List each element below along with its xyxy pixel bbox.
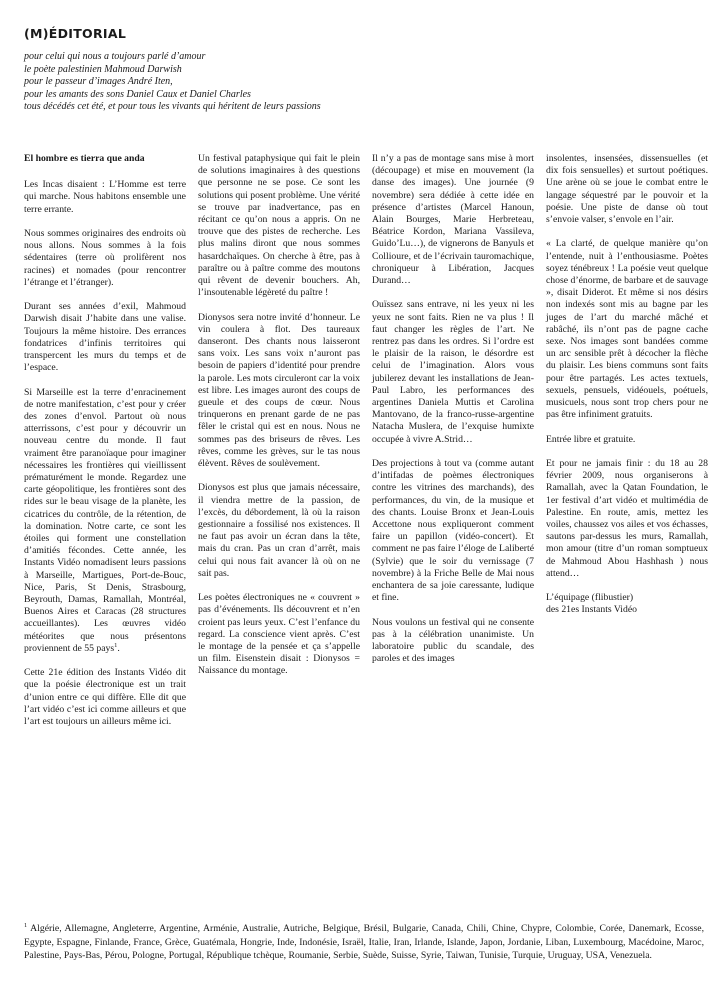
column-4 bbox=[546, 153, 708, 871]
paragraph-text: Si Marseille est la terre d’enracinement de notre manifestation, c’est pour y créer des zones d’envol. Partout où nous atterrissons, c’est pour y découvrir un nouveau centre du monde. Il faut vraiment être paranoïaque pour imaginer nécessaires les frontières qui vieillissent prématurément le monde. Regardez une carte géopolitique, les frontières sont des rides sur le beau visage de la planète, les cicatrices du contrôle, de la rétention, de la domination. Notre carte, ce sont les étoiles qui forment une constellation d’amitiés fécondes. Cette année, les Instants Vidéo nomadisent leurs passions à Marseille, Martigues, Port-de-Bouc, Nice, Paris, St Denis, Strasbourg, Beyrouth, Damas, Ramallah, Montréal, Buenos Aires et Caracas (28 structures accueillantes). Les œuvres vidéo météorites que nous présentons proviennent de 55 pays bbox=[24, 386, 186, 654]
column-3 bbox=[372, 153, 534, 871]
paragraph: Ouïssez sans entrave, ni les yeux ni les yeux ne sont faits. Rien ne va plus ! Il faut changer les règles de l’art. Ne rentrez pas dans les ordres. Si l’ordre est le plaisir de la raison, le désordre est celui de l’imagination. Alors vous jubilerez devant les installations de Jean-Paul Labro, les performances des argentines Daniela Muttis et Carolina Mantovano, de la franco-russe-argentine Natacha Muslera, de l’exquise humixte occupée à vivre A.Strid… bbox=[372, 299, 534, 445]
footnote-ref: 1 bbox=[114, 641, 118, 649]
footnote-text: Algérie, Allemagne, Angleterre, Argentine, Arménie, Australie, Autriche, Belgique, Brésil, Bulgarie, Canada, Chili, Chine, Chypre, Colombie, Corée, Danemark, Ecosse, Egypte, Espagne, Finlande, France, Grèce, Guatémala, Hongrie, Inde, Indonésie, Israël, Italie, Iran, Irlande, Islande, Japon, Jordanie, Liban, Luxembourg, Macédoine, Maroc, Palestine, Pays-Bas, Pérou, Pologne, Portugal, République tchèque, Roumanie, Serbie, Suède, Suisse, Syrie, Taiwan, Tunisie, Turquie, Uruguay, USA, Venezuela. bbox=[24, 923, 704, 961]
paragraph: Dionysos sera notre invité d’honneur. Le vin coulera à flot. Des taureaux danseront. Des chants nous laisseront sans voix. Les sans voix n’auront pas besoin de papiers d’identité pour prendre la parole. Les mots circuleront car la voix est libre. Les images auront des coups de gueule et des coups de cœur. Nous trinquerons en prenant garde de ne pas fêler le cristal qui est en nous. Nous ne sommes pas des briseurs de rêves. Les rêves, comme les grèves, sur le tas nous élèvent. Rêves de soulèvement. bbox=[198, 311, 360, 470]
paragraph: Des projections à tout va (comme autant d’intifadas de poèmes électroniques contre les vitrines des marchands), des performances, du vin, de la musique et des chants. Louise Bronx et Jean-Louis Accettone nous expliqueront comment faire un papillon (vidéo-concert). Et comment ne pas faire l’éloge de Laliberté (Sylvie) que le soir du vernissage (7 novembre) à la Friche Belle de Mai nous enchantera de sa joie caressante, ludique et fine. bbox=[372, 458, 534, 604]
paragraph: Il n’y a pas de montage sans mise à mort (découpage) et mise en mouvement (la danse des images). Une journée (9 novembre) sera dédiée à cette idée en présence d’artistes (Marcel Hanoun, Alain Bourges, Marie Herbreteau, Béatrice Kordon, Mariana Vassileva, Guido’Lu…), de vignerons de Banyuls et Collioure, et de l’écrivain tauromachique, chroniqueur à Libération, Jacques Durand… bbox=[372, 153, 534, 287]
footnote-marker: 1 bbox=[24, 921, 28, 929]
dedication-line: pour le passeur d’images André Iten, bbox=[24, 76, 173, 88]
paragraph: Les Incas disaient : L’Homme est terre qui marche. Nous habitons ensemble une terre errante. bbox=[24, 179, 186, 215]
paragraph bbox=[24, 387, 186, 655]
section-heading: El hombre es tierra que anda bbox=[24, 153, 145, 164]
dedication-line: pour celui qui nous a toujours parlé d’amour bbox=[24, 51, 206, 62]
column-2 bbox=[198, 153, 360, 871]
paragraph: Cette 21e édition des Instants Vidéo dit que la poésie électronique est un trait d’union entre ce qui diffère. Elle dit que l’art vidéo c’est ici comme ailleurs et que l’art est toujours un ailleurs même ici. bbox=[24, 667, 186, 728]
dedication bbox=[24, 51, 624, 114]
signature-line: L’équipage (flibustier) bbox=[546, 592, 634, 604]
paragraph: Nous sommes originaires des endroits où nous allons. Nous sommes à la fois sédentaires (terre où prolifèrent nos racines) et nomades (pour rencontrer l’étrange et l’étranger). bbox=[24, 228, 186, 288]
signature-line: des 21es Instants Vidéo bbox=[546, 604, 637, 616]
paragraph: Dionysos est plus que jamais nécessaire, il viendra mettre de la passion, de l’excès, du débordement, là où la raison gestionnaire a fossilisé nos existences. Il ne faut pas avoir un écran dans la tête, mais du cran. Pas un cran d’arrêt, mais celui qui nous fait avancer là où on ne sait pas. bbox=[198, 482, 360, 579]
page-title: (M)ÉDITORIAL bbox=[24, 26, 127, 41]
paragraph: « La clarté, de quelque manière qu’on l’entende, nuit à l’enthousiasme. Poètes soyez ténébreux ! La poésie veut quelque chose d’énorme, de barbare et de sauvage », disait Diderot. Et même si nos désirs non indexés sont mis au bagne par les juges de l’art du marché mâché et rabâché, ils n’ont pas de pagne cache sexe. Nos images sont bandées comme un arc sensible prêt à décocher la flèche du plaisir. Les biens communs sont faits pour être partagés. Les actes textuels, sexuels, pensuels, vidéouels, poétuels, musicuels, nous sont trop chers pour ne pas être infiniment gratuits. bbox=[546, 238, 708, 421]
dedication-line: tous décédés cet été, et pour tous les vivants qui héritent de leurs passions bbox=[24, 101, 321, 113]
paragraph: Et pour ne jamais finir : du 18 au 28 février 2009, nous organiserons à Ramallah, avec la Qatan Foundation, le 1er festival d’art vidéo et multimédia de Palestine. En route, amis, mettez les voiles, chaussez vos ailes et vos échasses, sautons par-dessus les murs, Ramallah, mon amour (titre d’un roman somptueux de Mahmoud Abou Hashhash ) nous attend… bbox=[546, 458, 708, 579]
paragraph: Les poètes électroniques ne « couvrent » pas d’événements. Ils découvrent et n’en croient pas leurs yeux. C’est l’enfance du regard. La conscience vient après. C’est le montage de la pensée et ça s’appelle un film. Eisenstein disait : Dionysos = Naissance du montage. bbox=[198, 592, 360, 677]
column-1 bbox=[24, 153, 186, 871]
dedication-line: le poète palestinien Mahmoud Darwish bbox=[24, 63, 182, 75]
dedication-line: pour les amants des sons Daniel Caux et Daniel Charles bbox=[24, 88, 251, 100]
paragraph: Un festival pataphysique qui fait le plein de solutions imaginaires à des questions que personne ne se pose. Ce sont les solutions qui posent problème. Une vérité se trouve par inadvertance, pas en récitant ce qu’on nous a appris. On ne trouve que des pistes de recherche. Les plus malins diront que nous sommes hasardchaïques. On cherche à être, pas à paraître ou à paître comme des moutons qui rêvent de devenir bouchers. Ah, l’insoutenable légèreté du paître ! bbox=[198, 153, 360, 299]
paragraph-end: . bbox=[117, 642, 120, 654]
paragraph: Entrée libre et gratuite. bbox=[546, 433, 636, 445]
footnote bbox=[24, 922, 704, 963]
paragraph: insolentes, insensées, dissensuelles (et dix fois sensuelles) et surtout poétiques. Une arène où se joue le combat entre le langage séquestré par le pouvoir et la poésie. Une piste de danse où tout s’envoie valser, s’envole en l’air. bbox=[546, 153, 708, 226]
paragraph: Durant ses années d’exil, Mahmoud Darwish disait J’habite dans une valise. Toujours la même histoire. Des errances fondatrices d’infinis territoires qui transpercent les murs du temps et de l’espace. bbox=[24, 301, 186, 374]
paragraph: Nous voulons un festival qui ne consente pas à la célébration unanimiste. Un laboratoire public du scandale, des paroles et des images bbox=[372, 616, 534, 665]
editorial-columns bbox=[24, 153, 708, 871]
